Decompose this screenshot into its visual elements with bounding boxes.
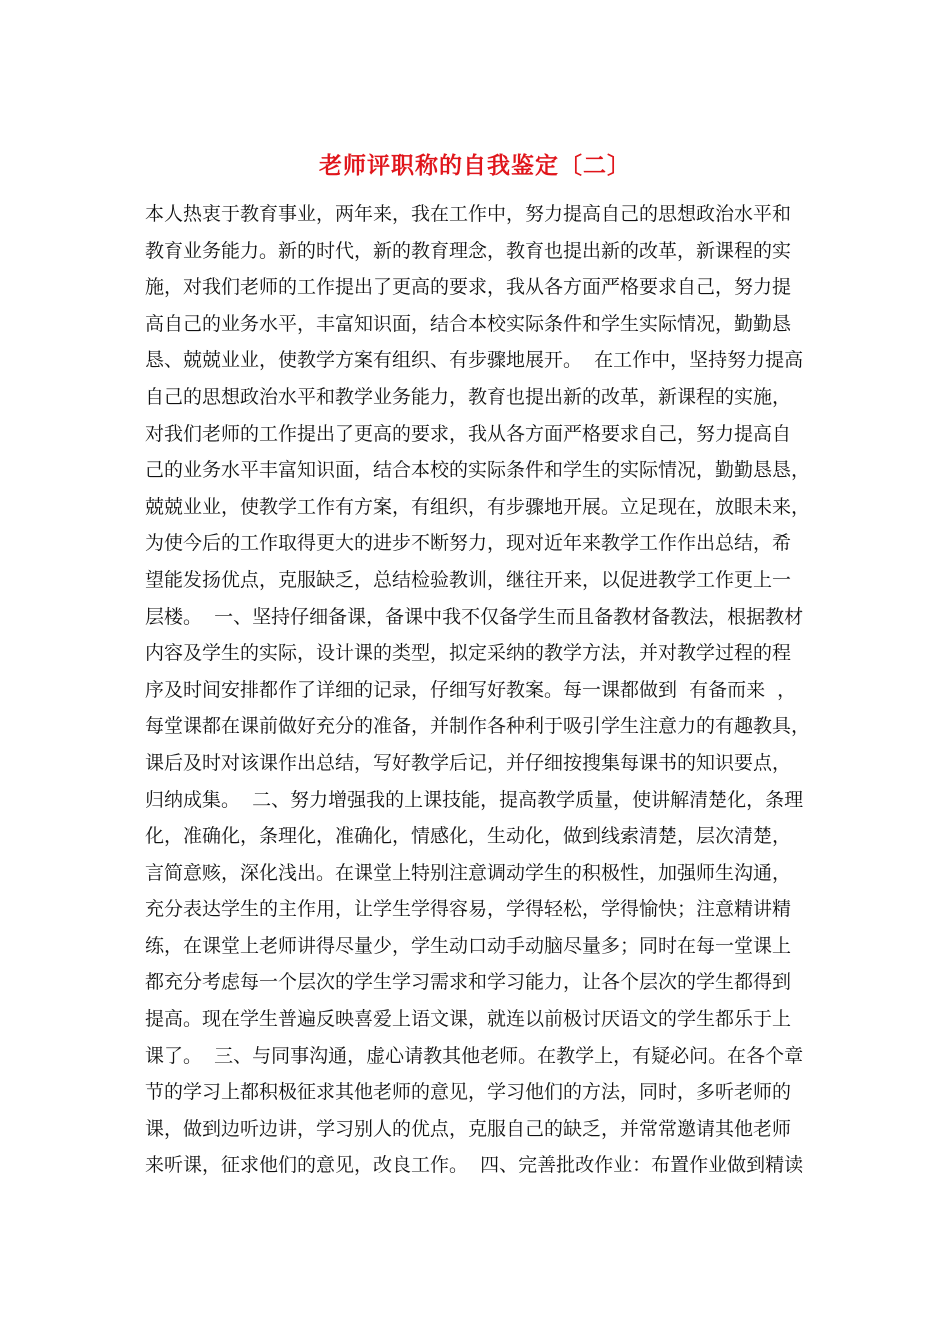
body-line: 归纳成集。 二、努力增强我的上课技能，提高教学质量，使讲解清楚化，条理 bbox=[145, 788, 804, 811]
body-line: 层楼。 一、坚持仔细备课，备课中我不仅备学生而且备教材备教法，根据教材 bbox=[145, 605, 804, 628]
body-line: 提高。现在学生普遍反映喜爱上语文课，就连以前极讨厌语文的学生都乐于上 bbox=[145, 1008, 792, 1031]
body-line: 为使今后的工作取得更大的进步不断努力，现对近年来教学工作作出总结，希 bbox=[145, 532, 792, 555]
body-line: 序及时间安排都作了详细的记录，仔细写好教案。每一课都做到 有备而来 ， bbox=[145, 678, 797, 701]
body-line: 望能发扬优点，克服缺乏，总结检验教训，继往开来，以促进教学工作更上一 bbox=[145, 568, 792, 591]
body-line: 施，对我们老师的工作提出了更高的要求，我从各方面严格要求自己，努力提 bbox=[145, 276, 792, 299]
body-line: 教育业务能力。新的时代，新的教育理念，教育也提出新的改革，新课程的实 bbox=[145, 239, 792, 262]
body-line: 化，准确化，条理化，准确化，情感化，生动化，做到线索清楚，层次清楚， bbox=[145, 825, 792, 848]
body-line: 课，做到边听边讲，学习别人的优点，克服自己的缺乏，并常常邀请其他老师 bbox=[145, 1117, 792, 1140]
body-line: 都充分考虑每一个层次的学生学习需求和学习能力，让各个层次的学生都得到 bbox=[145, 971, 792, 994]
body-line: 内容及学生的实际，设计课的类型，拟定采纳的教学方法，并对教学过程的程 bbox=[145, 642, 792, 665]
body-line: 每堂课都在课前做好充分的准备，并制作各种利于吸引学生注意力的有趣教具， bbox=[145, 715, 811, 738]
body-line: 练，在课堂上老师讲得尽量少，学生动口动手动脑尽量多；同时在每一堂课上 bbox=[145, 934, 792, 957]
body-line: 自己的思想政治水平和教学业务能力，教育也提出新的改革，新课程的实施， bbox=[145, 385, 792, 408]
body-line: 充分表达学生的主作用，让学生学得容易，学得轻松，学得愉快；注意精讲精 bbox=[145, 898, 792, 921]
body-line: 课了。 三、与同事沟通，虚心请教其他老师。在教学上，有疑必问。在各个章 bbox=[145, 1044, 804, 1067]
body-line: 课后及时对该课作出总结，写好教学后记，并仔细按搜集每课书的知识要点， bbox=[145, 751, 792, 774]
body-line: 己的业务水平丰富知识面，结合本校的实际条件和学生的实际情况，勤勤恳恳， bbox=[145, 459, 811, 482]
body-line: 兢兢业业，使教学工作有方案，有组织，有步骤地开展。立足现在，放眼未来， bbox=[145, 495, 811, 518]
document-title: 老师评职称的自我鉴定〔二〕 bbox=[319, 152, 631, 179]
body-line: 言简意赅，深化浅出。在课堂上特别注意调动学生的积极性，加强师生沟通， bbox=[145, 861, 792, 884]
body-line: 来听课，征求他们的意见，改良工作。 四、完善批改作业：布置作业做到精读 bbox=[145, 1154, 804, 1177]
body-line: 本人热衷于教育事业，两年来，我在工作中，努力提高自己的思想政治水平和 bbox=[145, 203, 792, 225]
body-line: 恳、兢兢业业，使教学方案有组织、有步骤地展开。 在工作中，坚持努力提高 bbox=[145, 349, 804, 372]
body-line: 节的学习上都积极征求其他老师的意见，学习他们的方法，同时，多听老师的 bbox=[145, 1081, 792, 1104]
document-body bbox=[145, 196, 811, 1184]
body-line: 对我们老师的工作提出了更高的要求，我从各方面严格要求自己，努力提高自 bbox=[145, 422, 792, 445]
body-line: 高自己的业务水平，丰富知识面，结合本校实际条件和学生实际情况，勤勤恳 bbox=[145, 312, 792, 335]
